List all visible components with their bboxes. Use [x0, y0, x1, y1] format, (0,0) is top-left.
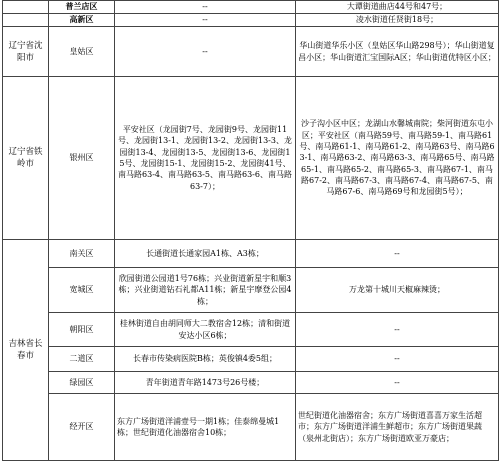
province-cell: 辽宁省铁岭市 [3, 77, 49, 240]
district-cell: 高新区 [49, 14, 115, 27]
col3-cell: 欣园街道公园道1号76栋；兴业街道新星宇和顺3栋；兴业街道钻石礼都A11栋；新星宇摩登公园4栋； [115, 268, 296, 313]
table-row [3, 347, 499, 372]
col3-cell: 长通街道长通家园A1栋、A3栋； [115, 240, 296, 268]
table-row [3, 313, 499, 347]
table-row [3, 14, 499, 27]
col4-cell: 沙子沟小区中区；龙湖山水馨城南院；柴河街道东屯小区；平安社区（南马路59号、南马路59-1、南马路61号、南马路61-1、南马路61-2、南马路63号、南马路63-1、南马路63-2、南马路63-3、南马路65号、南马路65-1、南马路65-2、南马路65-3、南马路67-1、南马路67-2、南马路67-3、南马路67-4、南马路67-5、南马路67-6、南马路69号和龙园街5号）； [296, 77, 499, 240]
col3-cell: 青年街道青年路1473号26号楼； [115, 372, 296, 394]
district-cell: 经开区 [49, 394, 115, 461]
col4-cell: 万龙第十城川天椒麻辣烫； [296, 268, 499, 313]
table-row [3, 394, 499, 461]
district-cell: 朝阳区 [49, 313, 115, 347]
col3-cell: 平安社区（龙园街7号、龙园街9号、龙园街11号、龙园街13-1、龙园街13-2、龙园街13-3、龙园街13-4、龙园街13-5、龙园街13-6、龙园街15号、龙园街15-1、龙园街15-2、龙园街41号、南马路63-4、南马路63-5、南马路63-6、南马路63-7）； [115, 77, 296, 240]
area-table [2, 0, 499, 461]
district-cell: 绿园区 [49, 372, 115, 394]
col4-cell: -- [296, 347, 499, 372]
district-cell: 南关区 [49, 240, 115, 268]
col3-cell: -- [115, 14, 296, 27]
province-cell: 吉林省长春市 [3, 240, 49, 461]
col3-cell: -- [115, 1, 296, 14]
col4-cell: -- [296, 372, 499, 394]
district-cell: 银州区 [49, 77, 115, 240]
district-cell: 二道区 [49, 347, 115, 372]
col4-cell: 大谭街道曲店44号和47号； [296, 1, 499, 14]
table-row [3, 1, 499, 14]
col4-cell: 华山街道华乐小区（皇姑区华山路298号）；华山街道复昌小区；华山街道汇宝国际A区；华山街道优特区小区； [296, 27, 499, 77]
province-cell [3, 14, 49, 27]
district-cell: 皇姑区 [49, 27, 115, 77]
table-row [3, 27, 499, 77]
col3-cell: 长春市传染病医院B栋；英俊镇4委5组； [115, 347, 296, 372]
province-cell [3, 1, 49, 14]
table-row [3, 240, 499, 268]
province-cell: 辽宁省沈阳市 [3, 27, 49, 77]
table-row [3, 268, 499, 313]
col4-cell: -- [296, 240, 499, 268]
col3-cell: 桂林街道自由胡同师大二教宿舍12栋；清和街道安达小区6栋； [115, 313, 296, 347]
col4-cell: 世纪街道化油器宿舍；东方广场街道喜喜万家生活超市；东方广场街道洋浦生鲜超市；东方广场街道果蔬（泉州北街店）；东方广场街道欧亚万豪店； [296, 394, 499, 461]
table-row [3, 372, 499, 394]
col3-cell: -- [115, 27, 296, 77]
col4-cell: 凌水街道任贤街18号； [296, 14, 499, 27]
district-cell: 宽城区 [49, 268, 115, 313]
district-cell: 普兰店区 [49, 1, 115, 14]
table-row [3, 77, 499, 240]
col4-cell: -- [296, 313, 499, 347]
col3-cell: 东方广场街道洋浦壹号一期1栋；佳泰绵曼城1栋；世纪街道化油器宿舍10栋； [115, 394, 296, 461]
